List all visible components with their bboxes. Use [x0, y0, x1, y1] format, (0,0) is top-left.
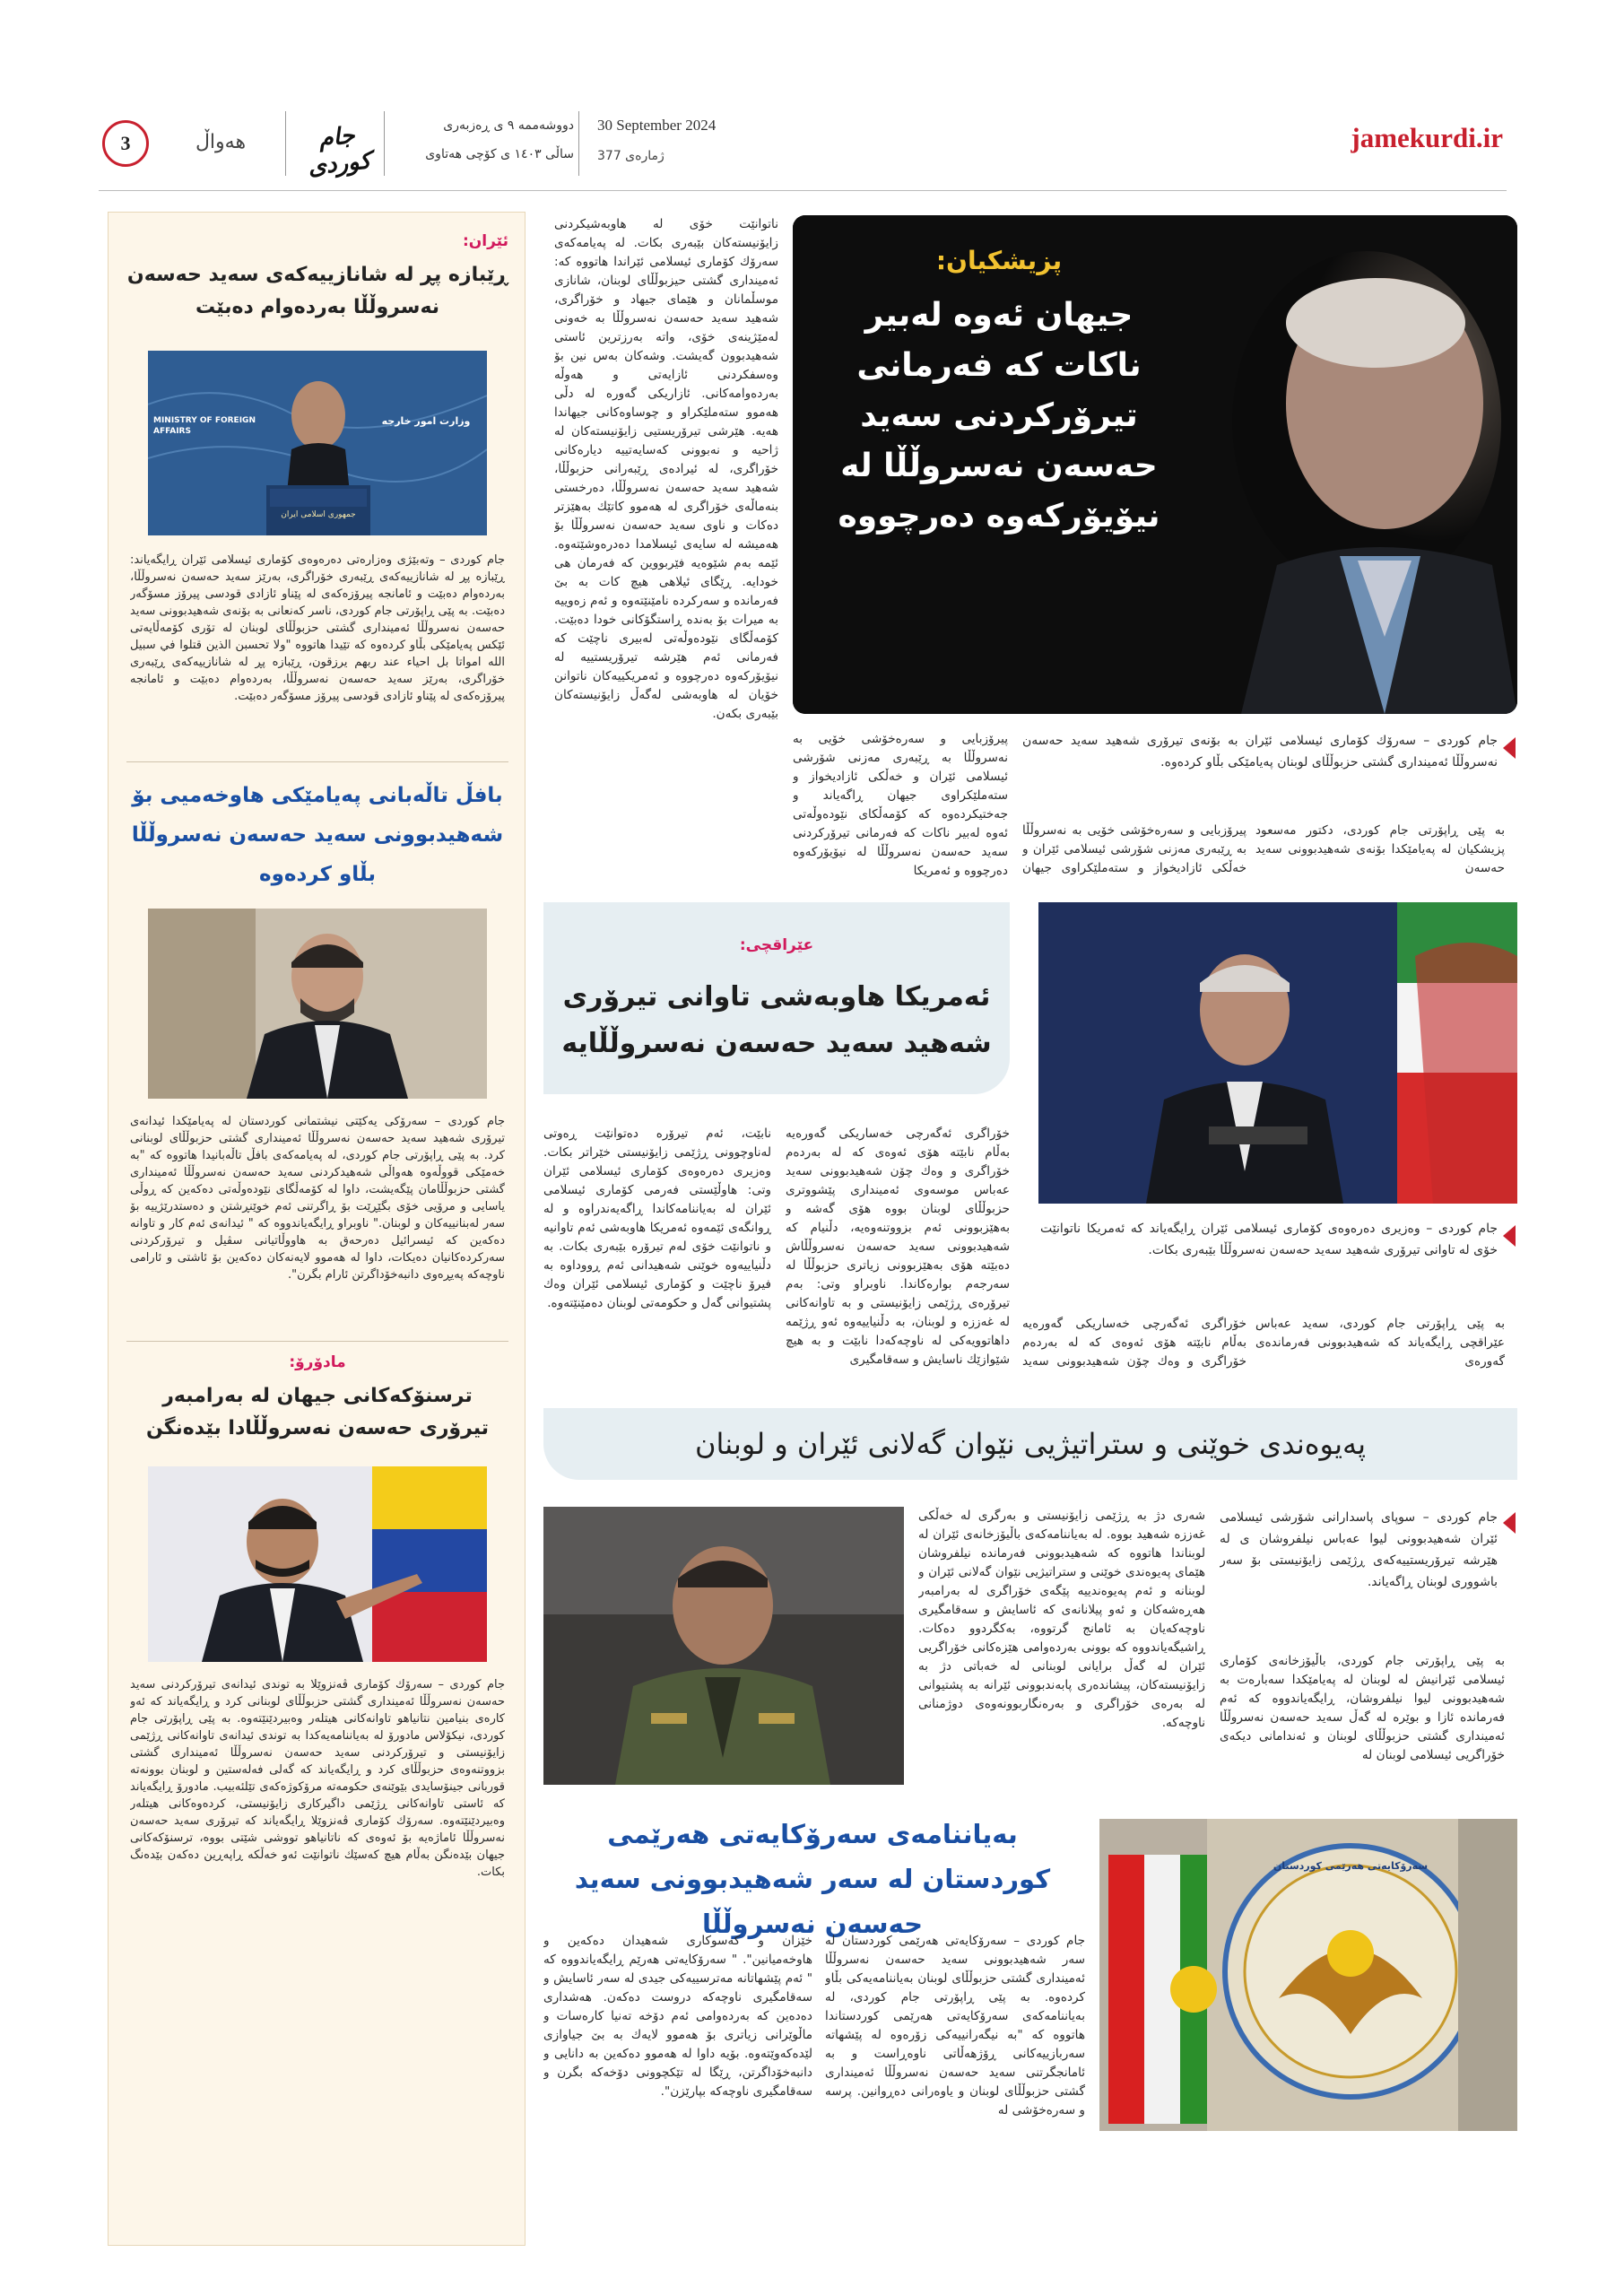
lead-kicker: پزیشكیان:	[935, 246, 1063, 275]
issue-date-en: 30 September 2024	[597, 117, 717, 134]
araghchi-summary-marker	[1503, 1225, 1516, 1247]
kanaani-photo	[148, 351, 487, 535]
lead-body-col2: پیرۆزبایی و سەرەخۆشی خۆیی بە نەسروڵڵا بە ڕێبەری مەزنی شۆرشی ئیسلامی ئێران و خەڵكی ئازادیخواز و ستەملێكراوی جیهان ڕاگەیاند و جەختیكردەوە كە كۆمەڵكای نێودەوڵەتی ئەوە لەبیر ناكات كە فەرمانی تیرۆركردنی سەید حەسەن نەسروڵڵا لە نیۆیۆركەوە دەرچووە و ئەمریكا	[793, 732, 1008, 878]
sidebar-divider	[126, 1341, 508, 1342]
sidebar-body-iran: جام كوردی – وتەبێژی وەزارەتی دەرەوەی كۆماری ئیسلامی ئێران ڕایگەیاند: ڕێبازە پڕ لە شانازییەكەی ڕێبەری خۆراگری، بەرێز سەید حەسەن نەسروڵڵا، بەردەوام دەبێت و ئامانجە پیرۆزەكەی لە پێناو ئازادی قودسی پیرۆز مسۆگەر دەبێت. بە پێی ڕاپۆرتی جام كوردی، ناسر كەنعانی بە بۆنەی شەهیدبوونی سەید حەسەن نەسروڵڵا ئەمینداری گشتی حزبوڵڵای لوبنان لە تۆری كۆمەڵایەتی ئێكس پەیامێكی بڵاو كردەوە كە تێیدا هاتووە "ولا تحسبن الذين قتلوا في سبيل الله امواتا بل احياء عند ربهم يرزقون، ڕێبازە پڕ لە شانازییەكەی ڕێبەری خۆراگری، بەرێز سەید حەسەن نەسروڵڵا، بەردەوام دەبێت و ئامانجە پیرۆزەكەی لە پێناو ئازادی قودسی پیرۆز مسۆگەر دەبێت.	[130, 553, 505, 703]
araghchi-headline-box	[543, 902, 1010, 1094]
speaker-photo	[148, 1466, 487, 1662]
sidebar	[108, 212, 526, 2246]
talabani-photo	[148, 909, 487, 1099]
lead-hero	[793, 215, 1517, 714]
page-number: 3	[120, 132, 131, 154]
sidebar-kicker-iran: ئێران:	[462, 232, 508, 250]
press-briefing-photo	[148, 351, 487, 535]
sidebar-divider	[126, 761, 508, 762]
banner-body-left: شەری دژ بە ڕژێمی زایۆنیستی و بەرگری لە خەڵكی غەززە شەهید بووە. لە بەیاننامەكەی باڵیۆزخانەی ئێران لە لوبناندا هاتووە كە شەهیدبوونی فەرماندە نیلفروشان هێمای پەیوەندی خوێنی و ستراتیژیی نێوان گەلانی ئێران و لوبنانە و ئەم پەیوەندییە پێگەی خۆراگری لە بەرامبەر هەڕەشەكان و ئەو پیلانانەی كە ئاسایش و سەقامگیری ناوچەكەیان بە ئامانج گرتووە، بەكگردوو دەكات. ڕاشیگەیاندووە كە بوونی بەردەوامی هێزەكانی خۆراگریی ئێران لە گەڵ برایانی لوبنانی لە خەباتی دژ بە زایۆنیستەكان، پیشاندەری پابەندبوونی ئێرانە بە پشتیوانی لە بەرەی خۆراگری و بەرەنگاربوونەوەی دوژمنانی ناوچەكە.	[918, 1509, 1205, 1730]
araghchi-body-col2: خۆراگری ئەگەرچی خەساریكی گەورەیە بەڵام نابێتە هۆی ئەوەی كە لە بەردەم خۆراگری و وەك چۆن شەهیدبوونی سەید عەباس موسەوی ئەمینداری پێشووتری حزبوڵڵای لوبنان بووە هۆی گەشە و بەهێزبوونی ئەم بزووتنەوەیە، دڵنیام كە شەهیدبوونی سەید حەسەن نەسروڵڵاش دەبێتە هۆی بەهێزبوونی زیاتری حزبوڵڵا لە سەرجەم بوارەكاندا. ناوبراو وتی: بەم تیرۆرەی ڕژێمی زایۆنیستی و بە تاوانەكانی لە غەززە و لوبنان، بە دڵنیاییەوە ئەو ڕژێمە داهاتوویەكی لە ناوچەكەدا نابێت و بە هیچ شێوازێك ناسایش و سەقامگیری	[786, 1126, 1010, 1367]
lead-summary-marker	[1503, 737, 1516, 759]
lead-body-mid: پیرۆزبایی و سەرەخۆشی خۆیی بە نەسروڵڵا بە ڕێبەری مەزنی شۆرشی ئیسلامی ئێران و خەڵكی ئازادیخواز و ستەملێكراوی جیهان	[1022, 823, 1247, 875]
krg-emblem-photo	[1099, 1819, 1517, 2131]
lead-body-col3: ناتوانێت خۆی لە هاوبەشیكردنی زایۆنیستەكان بێبەری بكات. لە پەیامەكەی سەرۆك كۆماری ئیسلامی ئێراندا هاتووە كە: ئەمینداری گشتی حیزبوڵڵای لوبنان، شانازی موسڵمانان و هێمای جیهاد و خۆراگری، شەهید سەید حەسەن نەسروڵڵا بە خەونی لەمێژینەی خۆی، واتە بەرزترین ئاستی شەهیدبوون گەیشت. وشەكان بەس نین بۆ وەسفكردنی ئازایەتی و هەوڵە بەردەوامەكانی. ئازاریكی گەورە لە دڵی هەموو ستەملێكراو و چوساوەكانی جیهاندا هەیە. هێرشی تیرۆریستیی زایۆنیستەكان لە ژاحیە و نەبوونی كەسایەتییە دیارەكانی خۆراگری، لە ئیرادەی ڕێبەرانی حزبوڵڵا، شەهید سەید حەسەن نەسروڵڵا، دەرخستی بنەماڵەی خۆراگری لە هەموو كاتێك بەهێزتر دەكات و ناوی سەید حەسەن نەسروڵڵا بۆ هەمیشە لە سایەی ئیسلامدا دەدرەوشێتەوە. ئێمە بەم شێوەیە فێربووین كە فەرمان هی خودایە. ڕێگای ئیلاهی هیچ كات بە بێ فەرماندە و سەركردە نامێنێتەوە و ئەم زەوییە بە میرات بۆ بەندە ڕاستگۆكانی خودا دەبێت. كۆمەڵگای نێودەوڵەتی لەبیری ناچێت كە فەرمانی ئەم هێرشە تیرۆریستییە لە نیۆیۆركەوە دەرچووە و ئەمریكییەكان ناتوانن خۆیان لە هاوبەشی لەگەڵ زایۆنیستەكان بێبەری بكەن.	[554, 217, 778, 721]
banner-headline-box	[543, 1408, 1517, 1480]
commander-photo	[543, 1507, 904, 1785]
krg-emblem-text: سەرۆكایەتی هەرێمی كوردستان	[1273, 1860, 1429, 1872]
site-url[interactable]: jamekurdi.ir	[1351, 122, 1503, 153]
sidebar-kicker-maduro: مادۆرۆ:	[289, 1353, 346, 1371]
araghchi-headline: ئەمریكا هاوبەشی تاوانی تیرۆری شەهید سەید حەسەن نەسروڵڵایە	[561, 981, 992, 1059]
portrait-photo	[148, 909, 487, 1099]
header-rule	[99, 190, 1507, 191]
banner-summary: جام كوردی – سوپای پاسدارانی شۆرشی ئیسلامی ئێران شەهیدبوونی لیوا عەباس نیلفروشان ی لە هێرشە تیرۆریستییەكەی ڕژێمی زایۆنیستی بۆ سەر باشووری لوبنان ڕاگەیاند.	[1220, 1510, 1498, 1589]
issue-date-ku: دووشەممە ٩ ی ڕەزبەری	[443, 118, 574, 133]
krg-body-right: جام كوردی – سەرۆكایەتی هەرێمی كوردستان لە سەر شەهیدبوونی سەید حەسەن نەسروڵڵا ئەمینداری گشتی حزبوڵڵای لوبنان بەیاننامەیەكی بڵاو كردەوە. بە پێی ڕاپۆرتی جام كوردی، لە بەیاننامەكەی سەرۆكایەتی هەرێمی كوردستاندا هاتووە كە "بە نیگەرانییەكی زۆرەوە لە پێشهاتە سەربازییەكانی ڕۆژهەڵاتی ناوەڕاست و بە ئامانجگرتنی سەید حەسەن نەسروڵڵا ئەمینداری گشتی حزبوڵڵای لوبنان و یاوەرانی دەڕوانین. پرسە و سەرەخۆشی لە	[825, 1934, 1085, 2118]
araghchi-body-mid: خۆراگری ئەگەرچی خەساریكی گەورەیە بەڵام نابێتە هۆی ئەوەی كە لە بەردەم خۆراگری و وەك چۆن شەهیدبوونی سەید	[1022, 1317, 1247, 1369]
araghchi-kicker: عێراقچی:	[739, 936, 814, 954]
lead-body-right: بە پێی ڕاپۆرتی جام كوردی، دكتور مەسعود پزیشكیان لە پەیامێكدا بۆنەی شەهیدبوونی سەید حەسەن	[1255, 823, 1505, 875]
lead-summary: جام كوردی – سەرۆك كۆماری ئیسلامی ئێران بە بۆنەی تیرۆری شەهید سەید حەسەن نەسروڵڵا ئەمینداری گشتی حزبوڵڵای لوبنان پەیامێكی بڵاو كردەوە.	[1022, 734, 1498, 770]
issue-number: ژمارەی 377	[597, 149, 665, 163]
banner-headline: پەیوەندی خوێنی و ستراتیژیی نێوان گەلانی ئێران و لوبنان	[694, 1427, 1367, 1461]
sidebar-title-talabani: بافڵ تاڵەبانی پەیامێكی هاوخەمیی بۆ شەهیدبوونی سەید حەسەن نەسروڵڵا بڵاو كردەوە	[131, 784, 504, 886]
newspaper-logo: جام كوردی	[307, 122, 373, 181]
sidebar-title-maduro: ترسنۆكەكانی جیهان لە بەرامبەر تیرۆری حەسەن نەسروڵڵادا بێدەنگن	[145, 1385, 490, 1439]
speaker-photo	[1038, 902, 1517, 1204]
mfa-sign-en: MINISTRY OF FOREIGN AFFAIRS	[153, 416, 256, 436]
banner-body-right: بە پێی ڕاپۆرتی جام كوردی، باڵیۆزخانەی كۆماری ئیسلامی ئێرانیش لە لوبنان لە پەیامێكدا سەبارەت بە شەهیدبوونی لیوا نیلفروشان، ڕایگەیاندووە كە ئەم فەرماندە ئازا و بوێرە لە گەڵ سەید حەسەن نەسروڵڵا ئەمینداری گشتی حزبوڵڵای لوبنان و ئەندامانی دیكەی خۆراگریی ئیسلامی لوبنان لە	[1220, 1654, 1505, 1762]
banner-summary-marker	[1503, 1512, 1516, 1534]
sidebar-title-iran: ڕێبازە پڕ لە شانازییەكەی سەید حەسەن نەسروڵڵا بەردەوام دەبێت	[126, 264, 508, 318]
header-divider	[578, 111, 579, 176]
araghchi-body-col3: نابێت، ئەم تیرۆرە دەتوانێت ڕەوتی لەناوچوونی ڕژێمی زایۆنیستی خێراتر بكات. وەزیری دەرەوەی كۆماری ئیسلامی ئێران وتی: هاوڵێستی فەرمی كۆماری ئیسلامی ئێران لە بەیاننامەكاندا ڕاگەیەندراوە و لە ڕوانگەی ئێمەوە ئەمریكا هاوبەشی ئەم تاوانیە و ناتوانێت خۆی لەم تیرۆرە بێبەری بكات. بە دڵنیاییەوە خوێنی شەهیدانی ئەم ڕووداوە بە فیرۆ ناچێت و كۆماری ئیسلامی ئێران وەك پشتیوانی گەل و حكومەتی لوبنان دەمێنێتەوە.	[543, 1126, 771, 1310]
header-divider	[285, 111, 286, 176]
podium-text: جمهوری اسلامی ایران	[281, 510, 356, 519]
maduro-photo	[148, 1466, 487, 1662]
lead-headline: جیهان ئەوە لەبیر ناكات كە فەرمانی تیرۆركردنی سەید حەسەن نەسروڵڵا لە نیۆیۆركەوە دەرچووە	[838, 297, 1160, 535]
page-number-badge	[102, 120, 149, 167]
sidebar-body-talabani: جام كوردی – سەرۆكی یەكێتی نیشتمانی كوردستان لە پەیامێكدا ئیدانەی تیرۆری شەهید سەید حەسەن نەسروڵڵا ئەمینداری گشتی حزبوڵڵای لوبنانی كرد. بە پێی ڕاپۆرتی جام كوردی، لە پەیامەكەی بافڵ تاڵەبانیدا هاتووە كە "بە خەمێكی قووڵەوە هەواڵی شەهیدكردنی سەید حەسەن نەسروڵڵا ئەمینداری گشتی حزبوڵڵامان پێگەیشت، داوا لە كۆمەڵگای نێودەوڵەتی دەكەین كە ڕوڵی یاسایی و مرۆیی خۆی بگێڕێت بۆ ڕاگرتنی ئەم خوێنڕشتن و دەستدرێژییە بۆ سەر لەبنانییەكان و لوبنان." ناوبراو ڕایگەیاندووە كە " ئیدانەی ئەم كار و تاوانە دەكەین كە ئیسرائیل دەرحەق بە هاووڵاتیانی سڤیل و تیرۆركردنی سەركردەكانیان دەیكات، داوا لە هەموو لایەنەكان دەكەین بۆ ئاشتی و ئارامی ناوچەكە پەیڕەوی دانبەخۆداگرتن ئارام بگرن".	[130, 1115, 505, 1282]
mfa-sign-fa: وزارت امور خارجه	[381, 415, 471, 427]
araghchi-photo	[1038, 902, 1517, 1204]
krg-headline: بەیاننامەی سەرۆكایەتی هەرێمی كوردستان لە سەر شەهیدبوونی سەید حەسەن نەسروڵڵا	[574, 1819, 1051, 1939]
araghchi-body-right: بە پێی ڕاپۆرتی جام كوردی، سەید عەباس عێراقچی ڕایگەیاند كە شەهیدبوونی فەرماندەی گەورەی	[1255, 1317, 1505, 1369]
sidebar-body-maduro: جام كوردی – سەرۆك كۆماری ڤەنزوێلا بە توندی ئیدانەی تیرۆركردنی سەید حەسەن نەسروڵڵا ئەمینداری گشتی حزبوڵڵای لوبنانی كرد و ڕایگەیاند كە ئەو كارەی بنیامین نتانیاهو تاوانەكانی هیتلەر وەبیردێنێتەوە. بە پێی ڕاپۆرتی جام كوردی، نیكۆلاس مادورۆ لە بەیاننامەیەكدا بە توندی ئیدانەی تاوانەكانی ڕژێمی زایۆنیستی و تیرۆركردنی سەید حەسەن نەسروڵڵا ئەمینداری گشتی بزووتنەوەی حزبوڵڵای كرد و ڕایگەیاند كە گەلی فەلەستین و لوبنان بوونەتە قوربانی جینۆسایدی بێوێنەی حكومەتە مرۆكوژەكەی تێلئەبیب. مادورۆ ڕایگەیاند كە ئاستی تاوانەكانی ڕژێمی داگیركاری زایۆنیستی، كردەوەكانی هیتلەر وەبیردێنێتەوە. سەرۆك كۆماری ڤەنزوێلا ڕایگەیاند كە تیرۆری سەید حەسەن نەسروڵڵا ئاماژەیە بۆ ئەوەی كە ناتانیاهو تووشی شێتی بووە، ترسنۆكەكانی جیهان بێدەنگن بەڵام هیچ كەسێك ناتوانێت ئەو خەڵكە ڕاپەڕین دەكەن بێدەنگ بكات.	[130, 1678, 505, 1879]
header-divider	[384, 111, 385, 176]
irgc-photo	[543, 1507, 904, 1785]
issue-year-ku: ساڵی ١٤٠٣ ی كۆچی هەتاوی	[425, 147, 574, 161]
section-label: هەواڵ	[195, 131, 247, 153]
krg-body-left: خێزان و كەسوكاری شەهیدان دەكەین و هاوخەمیانین". " سەرۆكایەتی هەرێم ڕایگەیاندووە كە " ئەم پێشهاتانە مەترسییەكی جیدی لە سەر ئاسایش و سەقامگیری ناوچەكە دروست دەكەن. هەشداری دەدەین كە بەردەوامی ئەم دۆخە تەنیا كارەسات و ماڵوێرانی زیاتری بۆ هەموو لایەك بە بێ جیاوازی لێدەكەوێتەوە. بۆیە داوا لە هەموو دەكەین بە دانایی و دانبەخۆداگرتن، ڕێگا لە تێكچوونی دۆخەكە بگرن و سەقامگیری ناوچەكە بپارێزن".	[543, 1934, 812, 2099]
araghchi-summary: جام كوردی – وەزیری دەرەوەی كۆماری ئیسلامی ئێران ڕایگەیاند كە ئەمریكا ناتوانێت خۆی لە تاوانی تیرۆری شەهید سەید حەسەن نەسروڵڵا بێبەری بكات.	[1040, 1222, 1498, 1257]
